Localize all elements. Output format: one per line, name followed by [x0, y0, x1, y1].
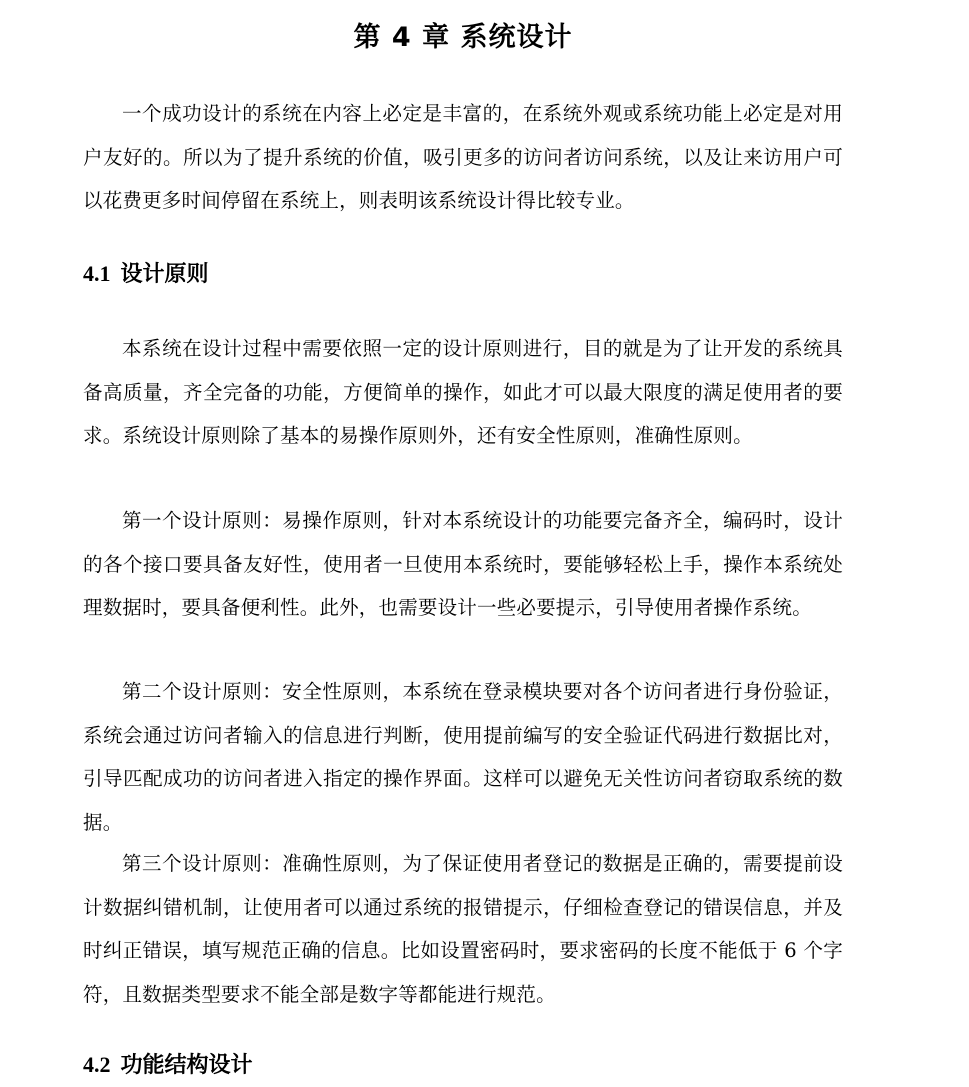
section-number: 4.1 [83, 261, 111, 286]
section-heading-4-2 [83, 1049, 253, 1082]
chapter-title: 第 4 章 系统设计 [353, 22, 573, 53]
intro-paragraph: 一个成功设计的系统在内容上必定是丰富的，在系统外观或系统功能上必定是对用户友好的。所以为了提升系统的价值，吸引更多的访问者访问系统，以及让来访用户可以花费更多时间停留在系统上，则表明该系统设计得比较专业。 [83, 102, 843, 212]
section-title: 功能结构设计 [120, 1053, 253, 1078]
section-number: 4.2 [83, 1052, 111, 1077]
paragraph-design-overview: 本系统在设计过程中需要依照一定的设计原则进行，目的就是为了让开发的系统具备高质量，齐全完备的功能，方便简单的操作，如此才可以最大限度的满足使用者的要求。系统设计原则除了基本的易操作原则外，还有安全性原则，准确性原则。 [83, 337, 843, 447]
paragraph-principle-usability: 第一个设计原则：易操作原则，针对本系统设计的功能要完备齐全，编码时，设计的各个接口要具备友好性，使用者一旦使用本系统时，要能够轻松上手，操作本系统处理数据时，要具备便利性。此外，也需要设计一些必要提示，引导使用者操作系统。 [83, 509, 843, 619]
section-title: 设计原则 [120, 262, 209, 287]
paragraph-principle-security: 第二个设计原则：安全性原则，本系统在登录模块要对各个访问者进行身份验证，系统会通过访问者输入的信息进行判断，使用提前编写的安全验证代码进行数据比对，引导匹配成功的访问者进入指定的操作界面。这样可以避免无关性访问者窃取系统的数据。 [83, 680, 843, 834]
section-heading-4-1 [83, 258, 209, 291]
paragraph-principle-accuracy: 第三个设计原则：准确性原则，为了保证使用者登记的数据是正确的，需要提前设计数据纠错机制，让使用者可以通过系统的报错提示，仔细检查登记的错误信息，并及时纠正错误，填写规范正确的信息。比如设置密码时，要求密码的长度不能低于 6 个字符，且数据类型要求不能全部是数字等都能进行规范。 [83, 852, 843, 1006]
